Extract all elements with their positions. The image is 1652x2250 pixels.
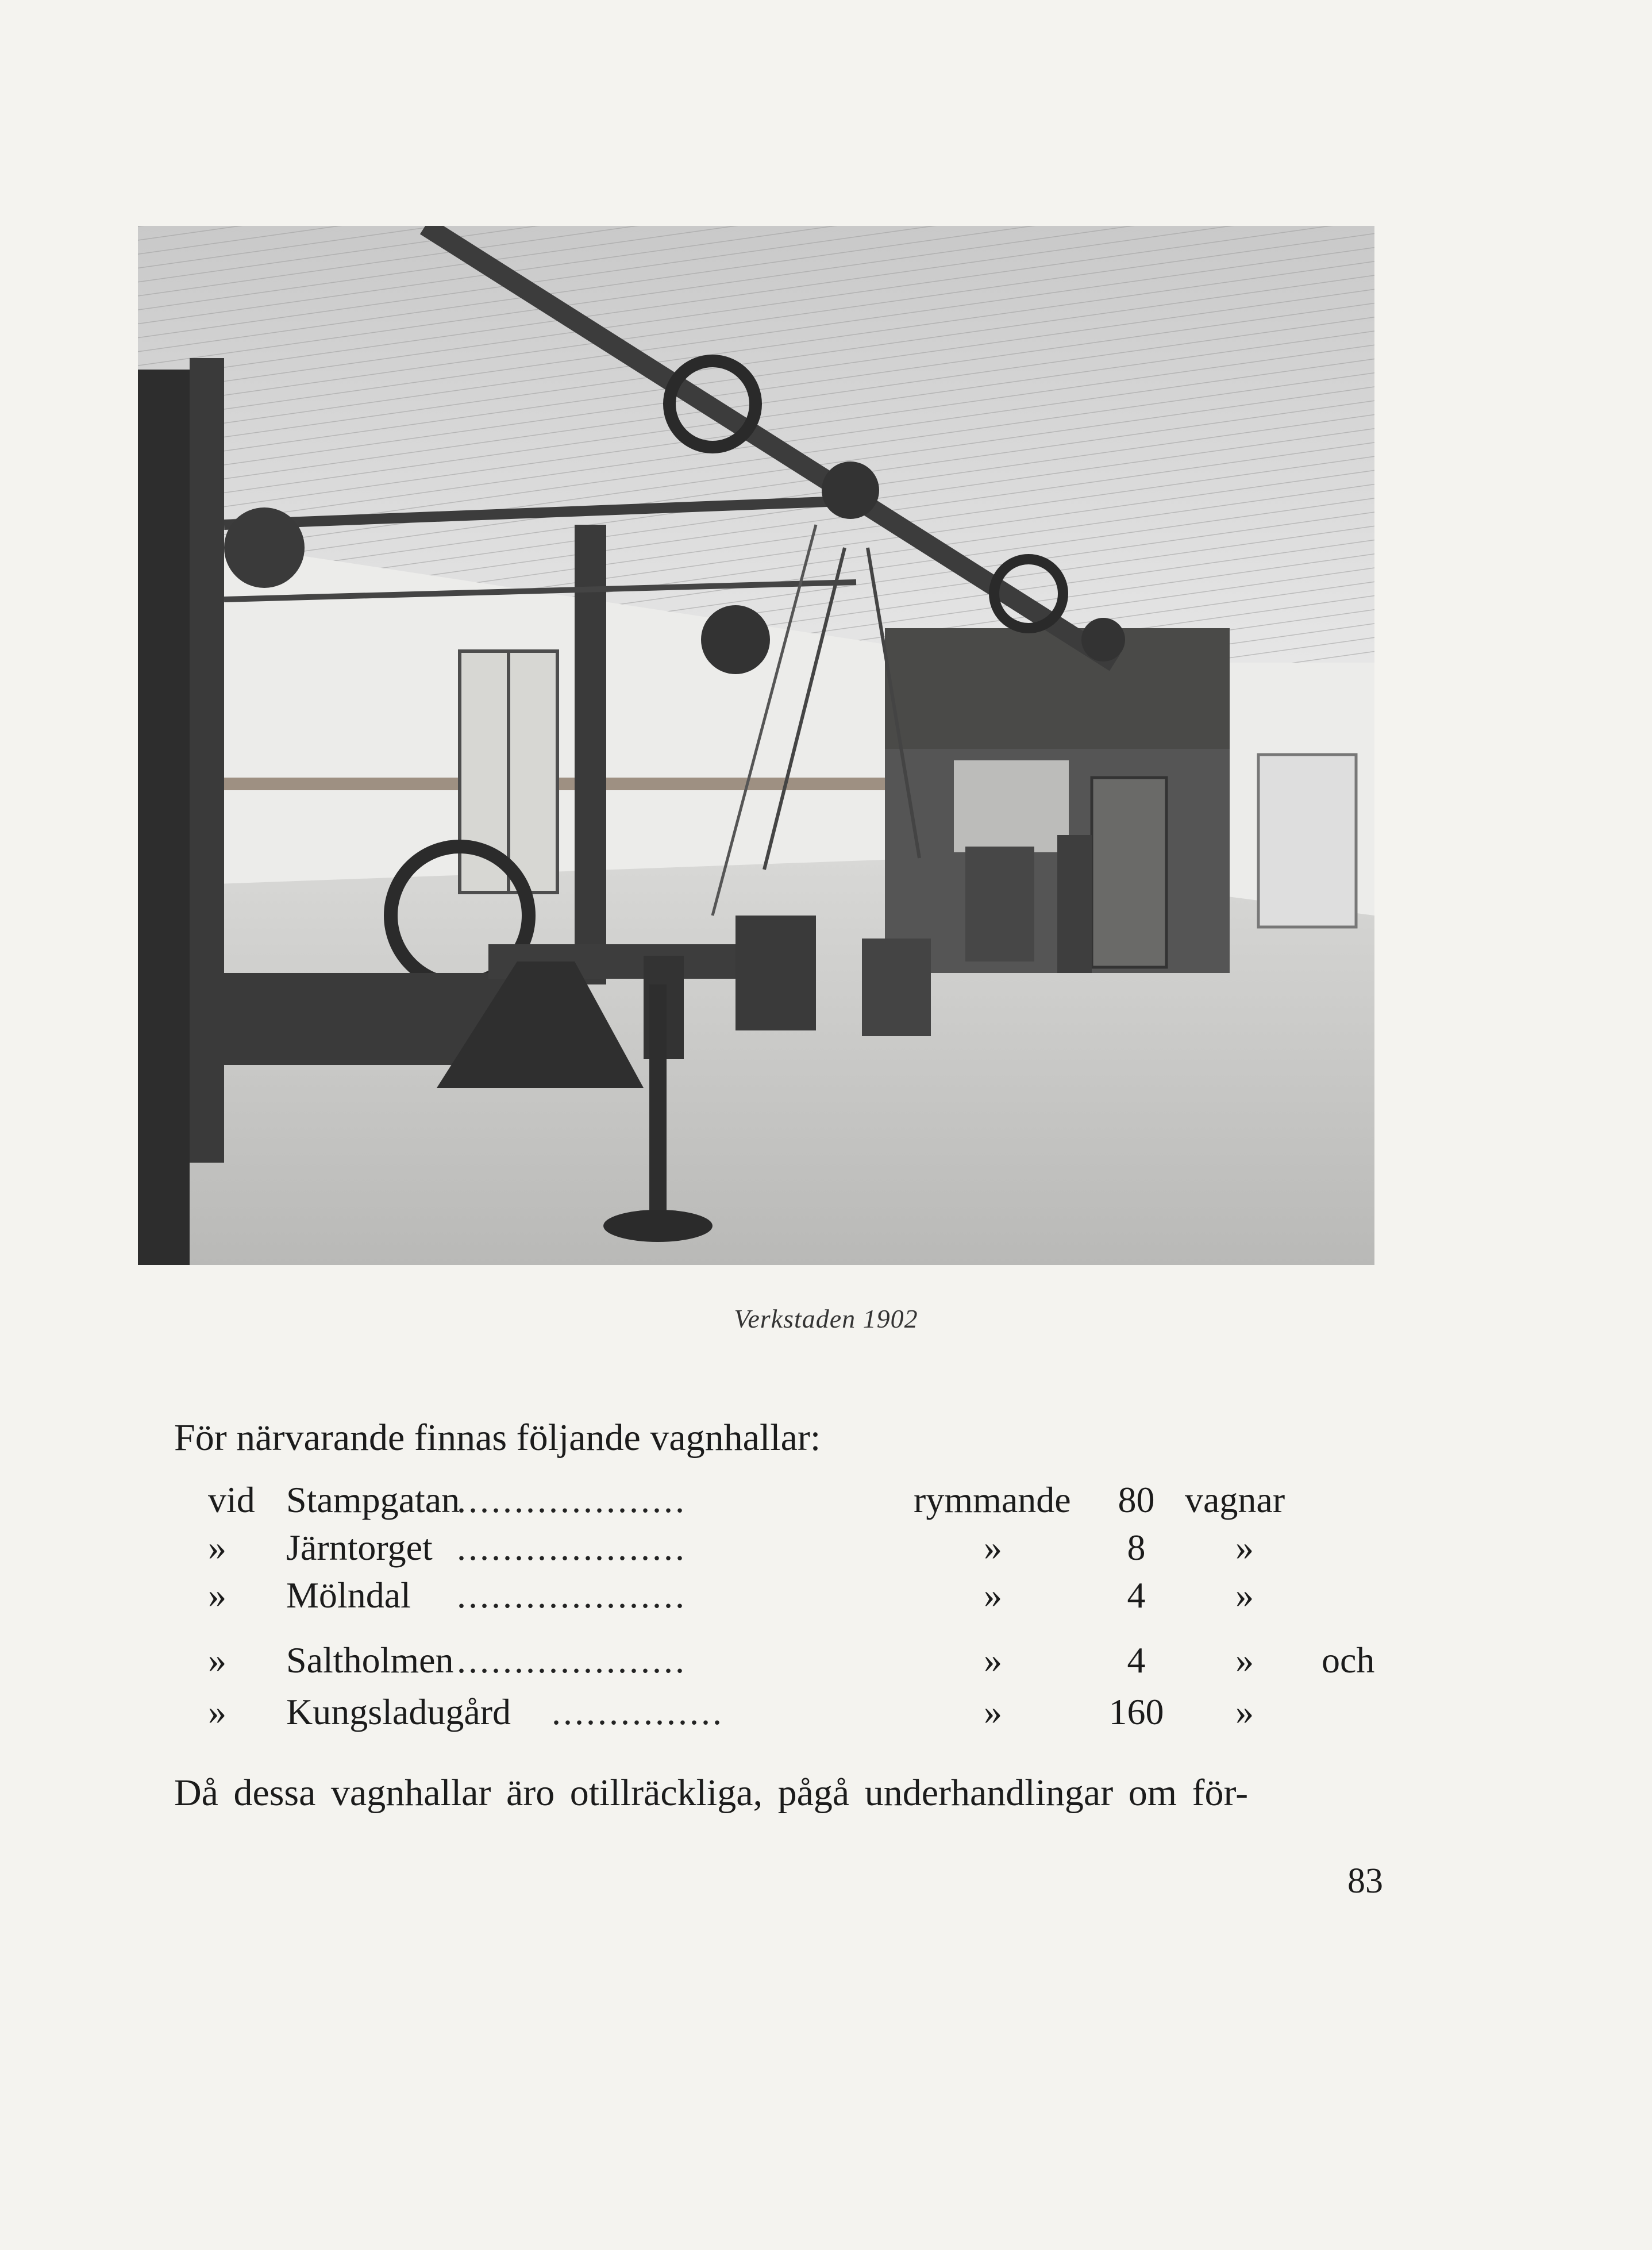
hall-count: 8 — [1127, 1527, 1146, 1568]
leader-dots: .................... — [457, 1527, 687, 1568]
leader-dots: ............... — [552, 1691, 724, 1732]
hall-unit: » — [1235, 1640, 1254, 1680]
hall-verb: » — [984, 1640, 1002, 1680]
hall-verb: rymmande — [914, 1479, 1071, 1520]
hall-count: 4 — [1127, 1640, 1146, 1680]
page-number: 83 — [1347, 1861, 1383, 1901]
hall-prefix: » — [208, 1691, 226, 1732]
hall-unit: » — [1235, 1575, 1254, 1616]
hall-name: Stampgatan — [286, 1479, 460, 1520]
hall-name: Järntorget — [286, 1527, 433, 1568]
workshop-photo — [138, 226, 1374, 1265]
hall-name: Saltholmen — [286, 1640, 454, 1680]
closing-paragraph: Då dessa vagnhallar äro otillräckliga, pågå underhandlingar om för- — [174, 1772, 1249, 1814]
hall-trail: och — [1322, 1640, 1375, 1680]
hall-prefix: » — [208, 1640, 226, 1680]
hall-prefix: » — [208, 1575, 226, 1616]
leader-dots: .................... — [457, 1479, 687, 1520]
photo-caption: Verkstaden 1902 — [734, 1304, 918, 1333]
hall-verb: » — [984, 1575, 1002, 1616]
hall-unit: » — [1235, 1527, 1254, 1568]
hall-name: Kungsladugård — [286, 1691, 511, 1732]
leader-dots: .................... — [457, 1640, 687, 1680]
hall-verb: » — [984, 1527, 1002, 1568]
hall-prefix: vid — [208, 1479, 255, 1520]
intro-paragraph: För närvarande finnas följande vagnhallar: — [174, 1417, 821, 1459]
leader-dots: .................... — [457, 1575, 687, 1616]
hall-verb: » — [984, 1691, 1002, 1732]
hall-unit: vagnar — [1185, 1479, 1285, 1520]
hall-count: 160 — [1108, 1691, 1164, 1732]
workshop-photo-drawing — [138, 226, 1374, 1265]
hall-name: Mölndal — [286, 1575, 411, 1616]
hall-prefix: » — [208, 1527, 226, 1568]
hall-count: 4 — [1127, 1575, 1146, 1616]
hall-count: 80 — [1118, 1479, 1155, 1520]
hall-unit: » — [1235, 1691, 1254, 1732]
